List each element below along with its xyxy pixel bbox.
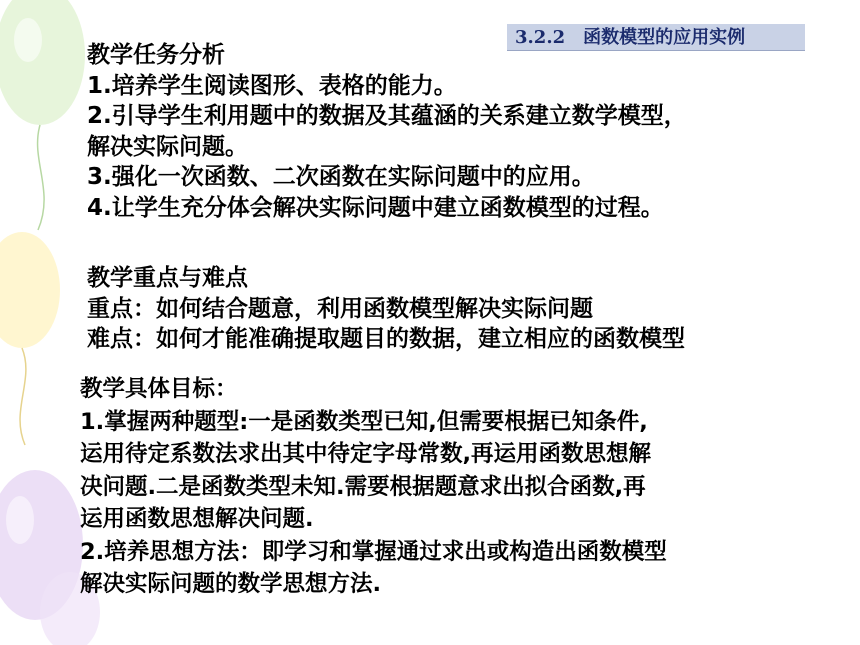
difficulty-line: 难点：如何才能准确提取题目的数据，建立相应的函数模型 [87, 326, 685, 352]
objective-line: 决问题.二是函数类型未知.需要根据题意求出拟合函数,再 [80, 473, 646, 500]
section-number: 3.2.2 [515, 27, 566, 48]
analysis-line: 2.引导学生利用题中的数据及其蕴涵的关系建立数学模型， [87, 103, 687, 129]
objective-line: 1.掌握两种题型:一是函数类型已知,但需要根据已知条件, [80, 408, 648, 435]
objectives-heading: 教学具体目标： [80, 376, 238, 402]
objectives-section [80, 373, 850, 601]
objective-line: 解决实际问题的数学思想方法. [80, 571, 382, 597]
objective-line: 运用待定系数法求出其中待定字母常数,再运用函数思想解 [80, 441, 652, 467]
task-analysis-section [87, 40, 847, 223]
key-points-section [87, 263, 847, 355]
task-analysis-heading: 教学任务分析 [87, 42, 225, 68]
focus-line: 重点：如何结合题意，利用函数模型解决实际问题 [87, 295, 593, 322]
objective-line: 2.培养思想方法：即学习和掌握通过求出或构造出函数模型 [80, 538, 667, 565]
key-points-heading: 教学重点与难点 [87, 265, 248, 291]
analysis-line: 3.强化一次函数、二次函数在实际问题中的应用。 [87, 164, 595, 190]
analysis-line: 1.培养学生阅读图形、表格的能力。 [87, 72, 457, 99]
objective-line: 运用函数思想解决问题. [80, 506, 314, 532]
analysis-line: 解决实际问题。 [87, 133, 248, 160]
section-title: 函数模型的应用实例 [583, 27, 746, 48]
analysis-line: 4.让学生充分体会解决实际问题中建立函数模型的过程。 [87, 194, 664, 221]
